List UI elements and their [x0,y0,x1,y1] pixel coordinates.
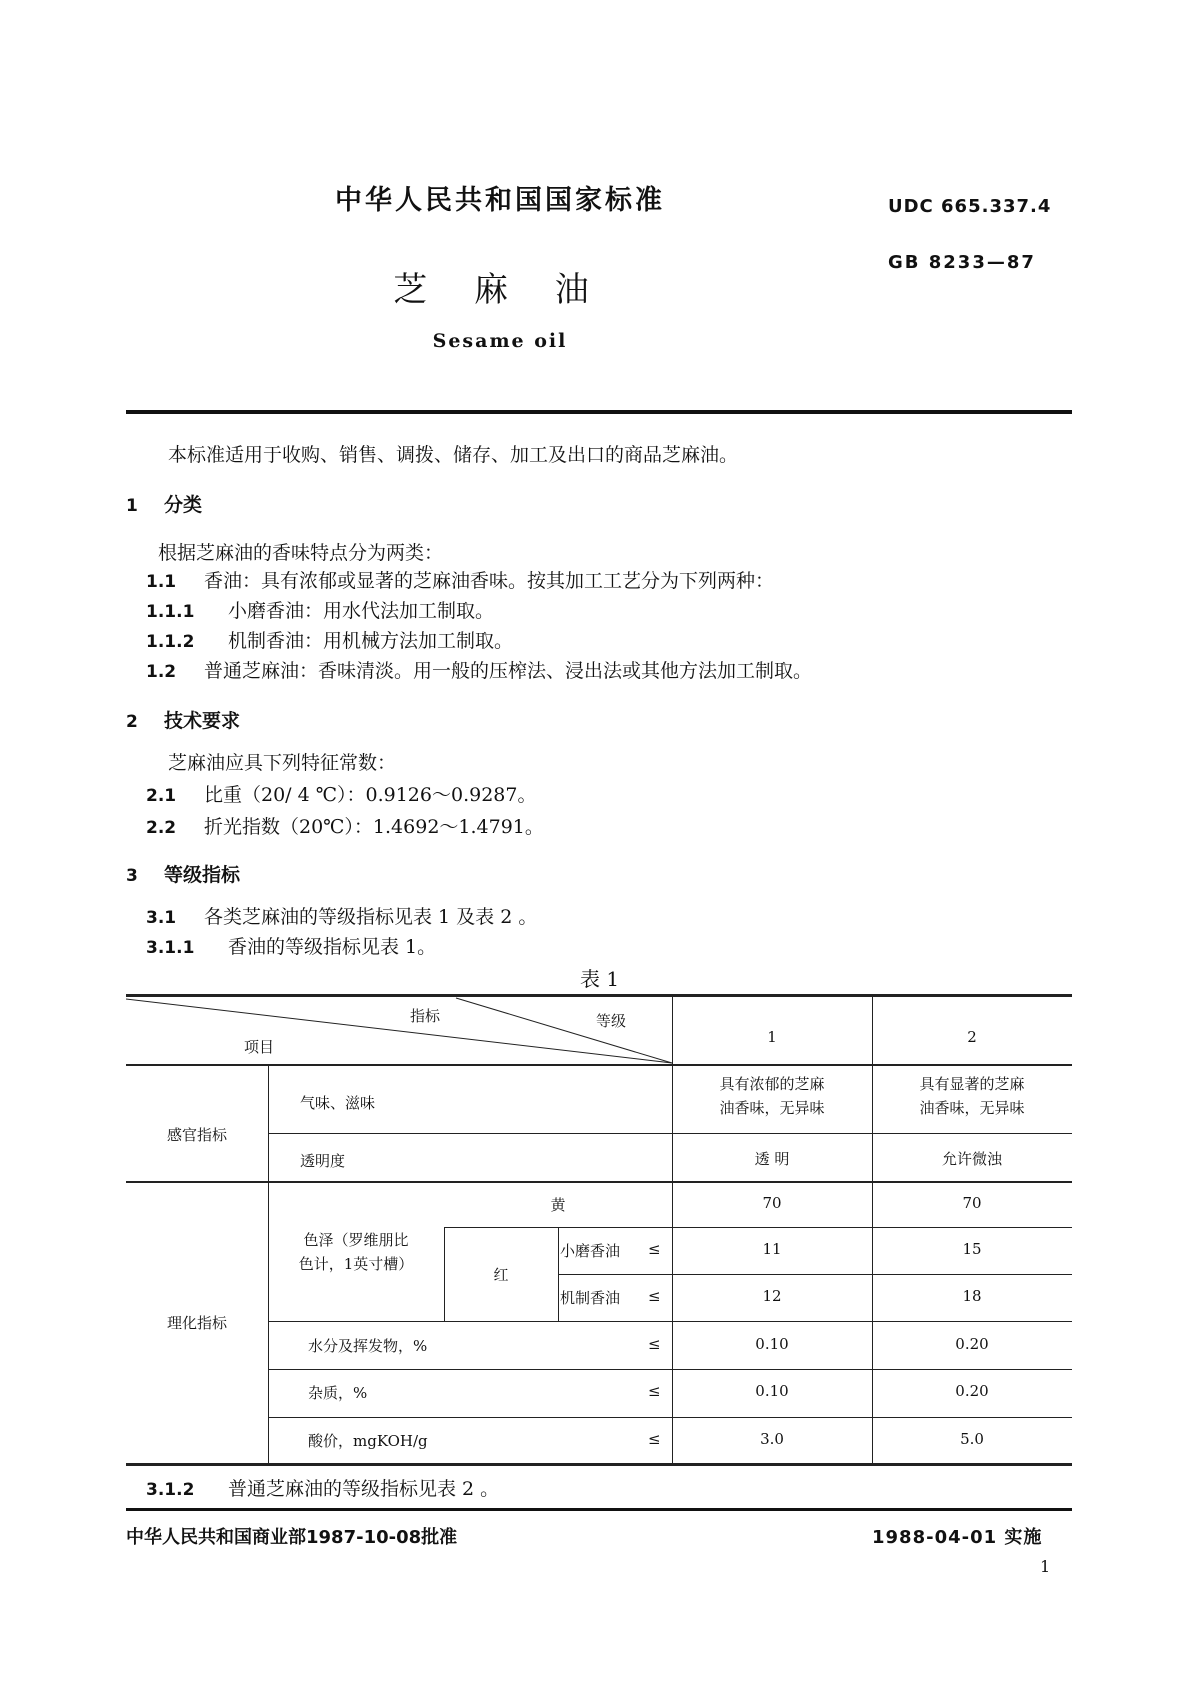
table-line [558,1274,1072,1275]
item-text: 机制香油：用机械方法加工制取。 [228,630,514,652]
header-rule [126,410,1072,414]
effective-date: 1988-04-01 实施 [872,1527,1043,1548]
machine-symbol: ≤ [648,1287,661,1305]
item-number: 2.1 [146,786,177,806]
page-number: 1 [1040,1557,1051,1576]
item-number: 3.1.1 [146,938,195,958]
odor-taste-grade-2: 具有显著的芝麻 油香味，无异味 [919,1075,1025,1117]
impurity-grade-1: 0.10 [755,1382,789,1400]
item-text: 普通芝麻油：香味清淡。用一般的压榨法、浸出法或其他方法加工制取。 [204,660,813,682]
item-text: 比重（20/ 4 ℃）：0.9126～0.9287。 [204,784,537,806]
yellow-grade-2: 70 [962,1194,982,1212]
clarity-label: 透明度 [300,1152,346,1170]
header-diagonal-lines [126,995,673,1065]
table-line [268,1321,1072,1322]
moisture-label: 水分及挥发物，% [308,1337,428,1355]
item-number: 1.1.1 [146,602,195,622]
odor-taste-label: 气味、滋味 [300,1094,376,1112]
acid-value-grade-1: 3.0 [760,1430,784,1448]
acid-value-symbol: ≤ [648,1430,661,1448]
item-text: 香油：具有浓郁或显著的芝麻油香味。按其加工工艺分为下列两种： [204,570,775,592]
table-line [268,1369,1072,1370]
section-2-title: 技术要求 [164,710,241,732]
item-1-2 [146,656,812,683]
color-label: 色泽（罗维朋比 色计，1英寸槽） [298,1231,414,1273]
item-number: 3.1 [146,908,177,928]
header-grade: 等级 [596,1012,627,1030]
impurity-label: 杂质，% [308,1384,368,1402]
item-3-1 [146,902,537,929]
approval-line: 中华人民共和国商业部1987-10-08批准 [126,1527,458,1548]
item-1-1-2 [146,626,513,653]
item-number: 1.2 [146,662,177,682]
section-1-title: 分类 [164,494,203,516]
physchem-group-label: 理化指标 [166,1314,227,1332]
moisture-grade-1: 0.10 [755,1335,789,1353]
item-number: 3.1.2 [146,1480,195,1500]
section-1-heading [126,490,202,517]
item-1-1-1 [146,596,494,623]
section-3-heading [126,860,240,887]
item-text: 普通芝麻油的等级指标见表 2 。 [228,1478,500,1500]
moisture-grade-2: 0.20 [955,1335,989,1353]
table-line [268,1133,1072,1134]
item-2-1 [146,780,536,807]
acid-value-grade-2: 5.0 [960,1430,984,1448]
section-1-lead: 根据芝麻油的香味特点分为两类： [158,542,444,564]
table-caption: 表 1 [580,967,620,991]
gb-code: GB 8233—87 [888,252,1036,273]
acid-value-label: 酸价，mgKOH/g [308,1432,428,1450]
item-2-2 [146,812,544,839]
item-3-1-1 [146,932,436,959]
item-1-1 [146,566,774,593]
small-mill-grade-1: 11 [762,1240,782,1258]
item-text: 小磨香油：用水代法加工制取。 [228,600,495,622]
yellow-grade-1: 70 [762,1194,782,1212]
document-subtitle: Sesame oil [432,330,568,352]
machine-grade-2: 18 [962,1287,982,1305]
red-label: 红 [493,1266,509,1284]
impurity-symbol: ≤ [648,1382,661,1400]
section-3-number: 3 [126,866,138,886]
section-1-number: 1 [126,496,138,516]
header-grade-1: 1 [767,1028,777,1046]
intro-text: 本标准适用于收购、销售、调拨、储存、加工及出口的商品芝麻油。 [168,444,739,466]
section-2-number: 2 [126,712,138,732]
impurity-grade-2: 0.20 [955,1382,989,1400]
section-3-title: 等级指标 [164,864,241,886]
sensory-group-label: 感官指标 [166,1126,227,1144]
small-mill-grade-2: 15 [962,1240,982,1258]
header-indicator: 指标 [410,1007,441,1025]
header-grade-2: 2 [967,1028,977,1046]
machine-label: 机制香油 [560,1289,621,1307]
document-title: 芝 麻 油 [393,270,607,310]
item-3-1-2 [146,1474,499,1501]
yellow-label: 黄 [550,1196,566,1214]
table-line [444,1227,1072,1228]
clarity-grade-1: 透 明 [754,1150,790,1168]
clarity-grade-2: 允许微浊 [941,1150,1002,1168]
small-mill-symbol: ≤ [648,1240,661,1258]
standard-title: 中华人民共和国国家标准 [335,185,665,216]
header-item: 项目 [244,1038,275,1056]
item-text: 各类芝麻油的等级指标见表 1 及表 2 。 [204,906,538,928]
section-2-heading [126,706,240,733]
section-2-lead: 芝麻油应具下列特征常数： [168,752,397,774]
moisture-symbol: ≤ [648,1335,661,1353]
item-number: 1.1 [146,572,177,592]
footer-rule [126,1508,1072,1511]
machine-grade-1: 12 [762,1287,782,1305]
odor-taste-grade-1: 具有浓郁的芝麻 油香味，无异味 [719,1075,825,1117]
small-mill-label: 小磨香油 [560,1242,621,1260]
item-text: 香油的等级指标见表 1。 [228,936,437,958]
table-line [268,1417,1072,1418]
item-number: 2.2 [146,818,177,838]
item-text: 折光指数（20℃）：1.4692～1.4791。 [204,816,544,838]
table-vline [558,1227,559,1321]
item-number: 1.1.2 [146,632,195,652]
udc-code: UDC 665.337.4 [888,196,1052,217]
